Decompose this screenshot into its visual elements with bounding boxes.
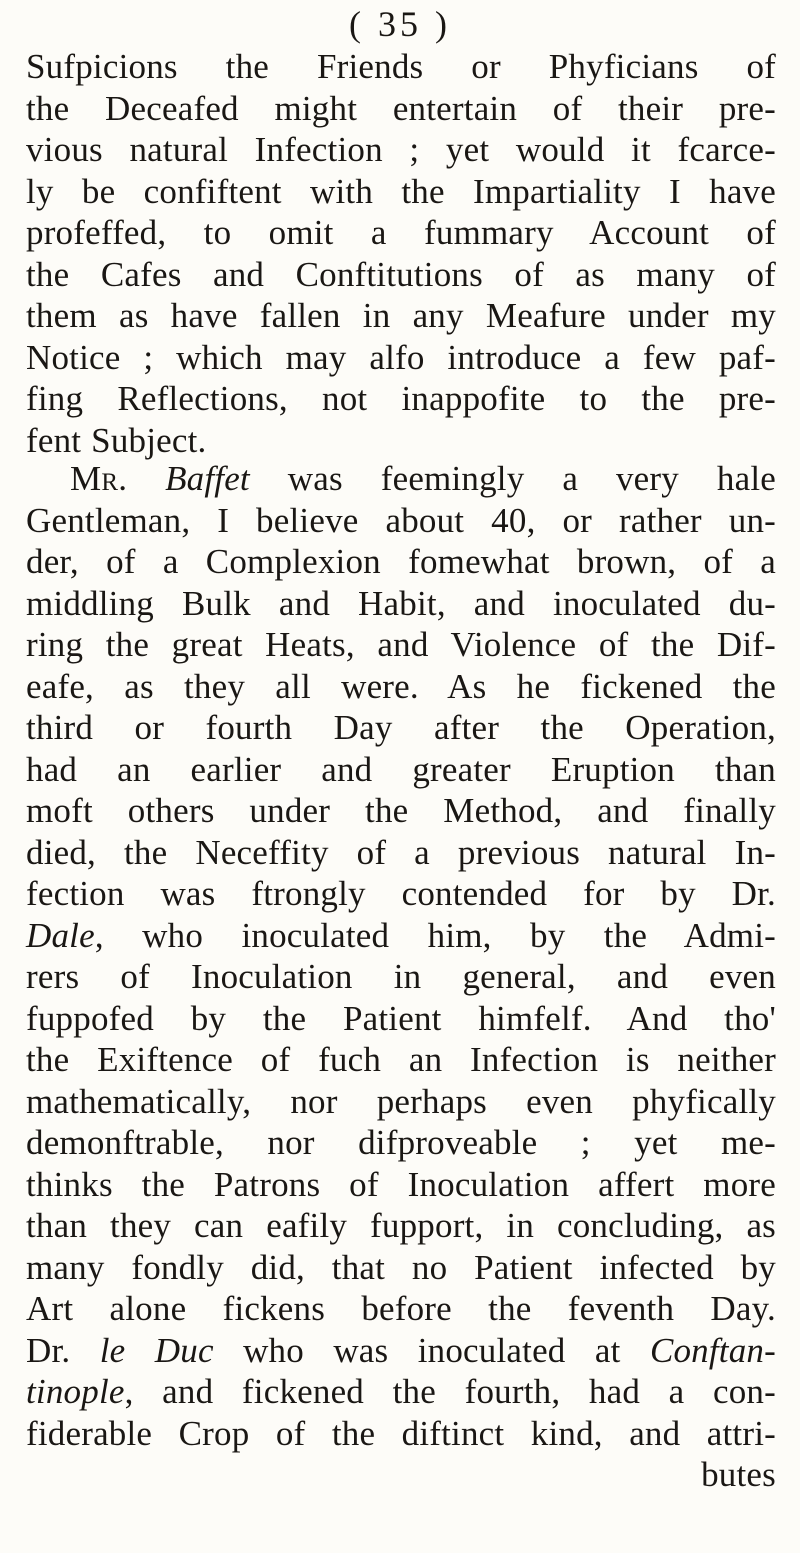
person-name: Dale — [26, 915, 95, 955]
text-line: third or fourth Day after the Operation, — [26, 708, 776, 747]
paragraph-1 — [26, 46, 776, 461]
text-line: died, the Neceffity of a previous natural In- — [26, 832, 776, 872]
text-line: the Exiftence of fuch an Infection is neither — [26, 1040, 776, 1079]
text-line: rers of Inoculation in general, and even — [26, 957, 776, 996]
text-run: who was inoculated at — [213, 1330, 650, 1370]
text-line: Sufpicions the Friends or Phyficians of — [26, 47, 776, 86]
text-line: demonftrable, nor difproveable ; yet me- — [26, 1123, 776, 1162]
text-line — [26, 458, 776, 500]
page-number: ( 35 ) — [349, 4, 451, 44]
text-line: ly be confiftent with the Impartiality I have — [26, 171, 776, 211]
person-name: Baffet — [165, 459, 250, 498]
text-line — [26, 915, 776, 957]
text-line: the Deceafed might entertain of their pre- — [26, 88, 776, 128]
text-line: fection was ftrongly contended for by Dr. — [26, 874, 776, 913]
text-line: the Cafes and Conftitutions of as many of — [26, 254, 776, 294]
text-line: had an earlier and greater Eruption than — [26, 749, 776, 789]
text-line: fing Reflections, not inappofite to the pre- — [26, 379, 776, 418]
text-run: Dr. — [26, 1330, 100, 1370]
catchword: butes — [701, 1455, 776, 1494]
text-run: , who inoculated him, by the Admi- — [94, 915, 776, 955]
text-run: Mr. — [70, 459, 166, 498]
text-line: than they can eafily fupport, in concluding, as — [26, 1206, 776, 1245]
text-line: fuppofed by the Patient himfelf. And tho' — [26, 998, 776, 1038]
text-line: fiderable Crop of the diftinct kind, and attri- — [26, 1413, 776, 1453]
text-line: Notice ; which may alfo introduce a few paf- — [26, 337, 776, 377]
text-run: was feemingly a very hale — [249, 459, 776, 498]
place-name: tinople — [26, 1372, 125, 1411]
text-line: middling Bulk and Habit, and inoculated du- — [26, 583, 776, 623]
paragraph-2 — [26, 458, 776, 1496]
text-line: fent Subject. — [26, 420, 207, 460]
text-line: ring the great Heats, and Violence of the Dif- — [26, 625, 776, 664]
place-name: Conftan- — [649, 1330, 776, 1370]
text-line — [26, 1330, 776, 1372]
person-name: le Duc — [99, 1330, 214, 1370]
text-line: profeffed, to omit a fummary Account of — [26, 213, 776, 252]
text-line: vious natural Infection ; yet would it fcarce- — [26, 130, 776, 169]
text-line — [26, 1371, 776, 1413]
text-line: moft others under the Method, and finally — [26, 791, 776, 830]
text-line: Art alone fickens before the feventh Day. — [26, 1289, 776, 1328]
text-line: thinks the Patrons of Inoculation affert more — [26, 1164, 776, 1204]
text-line: eafe, as they all were. As he fickened the — [26, 666, 776, 706]
text-line: der, of a Complexion fomewhat brown, of a — [26, 542, 776, 581]
text-run: , and fickened the fourth, had a con- — [124, 1372, 776, 1411]
text-line: mathematically, nor perhaps even phyfically — [26, 1081, 776, 1121]
text-line: many fondly did, that no Patient infected by — [26, 1247, 776, 1287]
text-line: Gentleman, I believe about 40, or rather un- — [26, 500, 776, 540]
text-line: them as have fallen in any Meafure under my — [26, 296, 776, 335]
